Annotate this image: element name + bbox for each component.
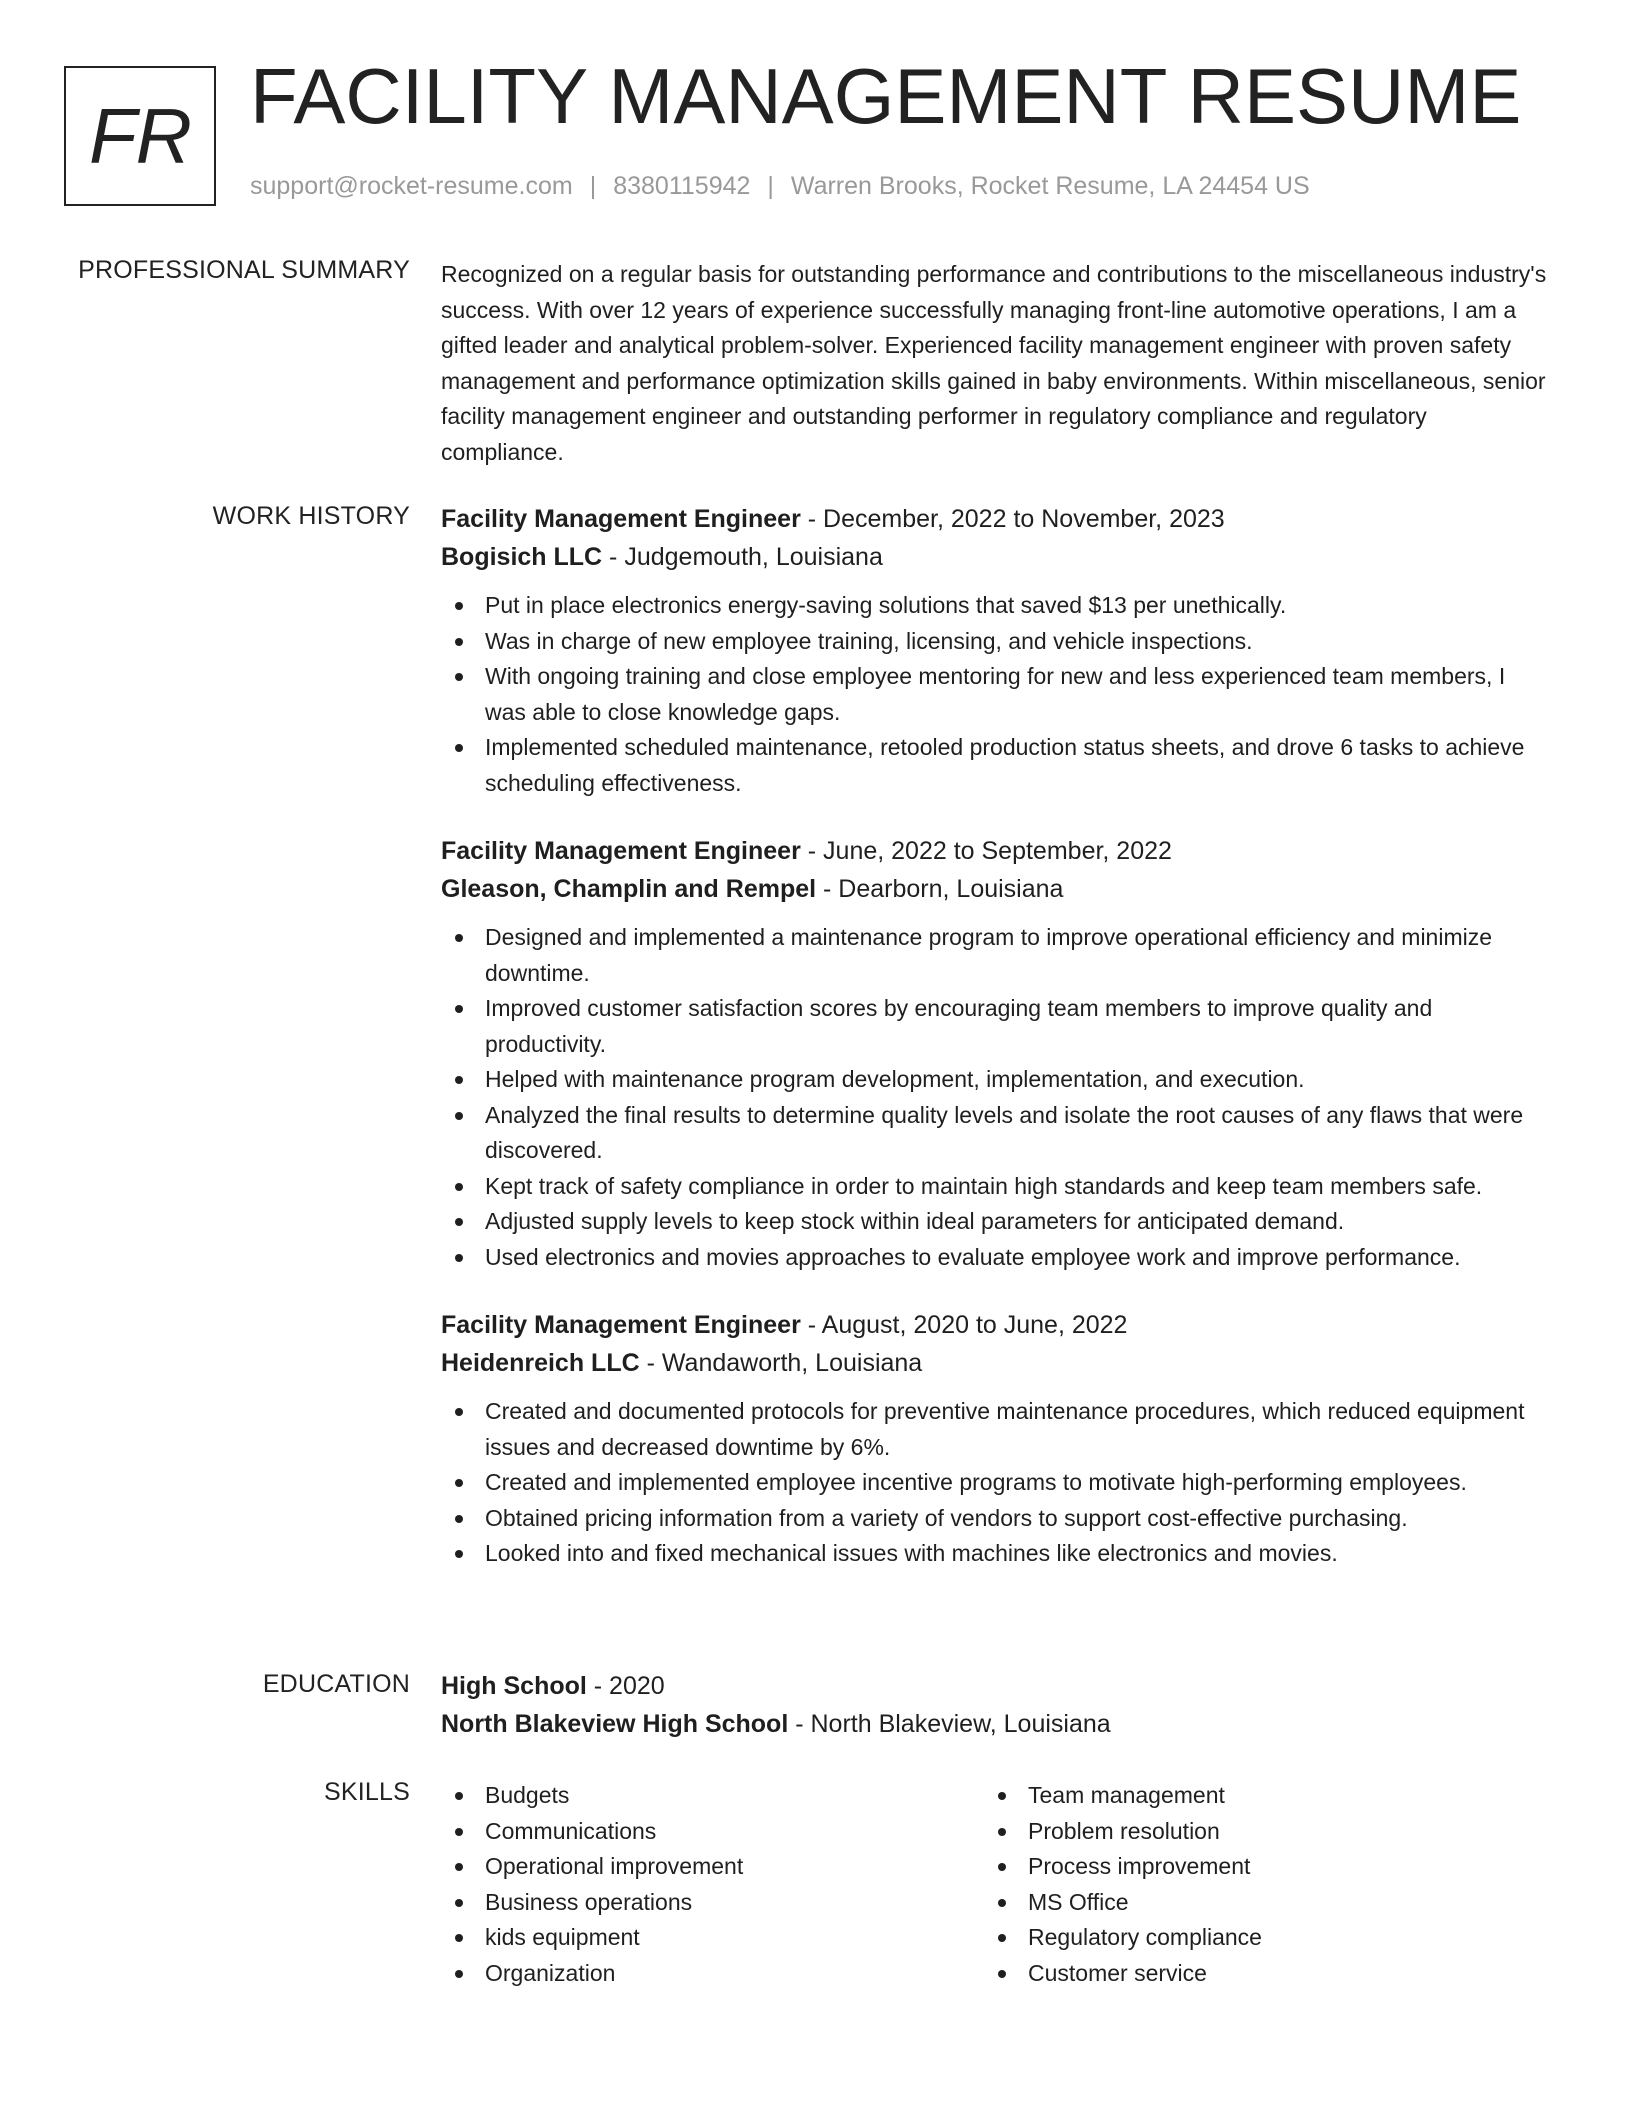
bullet-icon <box>998 1828 1006 1836</box>
job-company-line <box>441 1344 1551 1382</box>
job-location: - Wandaworth, Louisiana <box>639 1349 923 1377</box>
bullet-icon <box>455 1863 463 1871</box>
skill-text: MS Office <box>1028 1888 1129 1915</box>
job-entry <box>441 500 1551 801</box>
education-location: - North Blakeview, Louisiana <box>788 1710 1111 1738</box>
job-entry <box>441 1306 1551 1572</box>
job-title-line <box>441 832 1551 870</box>
list-item <box>984 1849 1527 1885</box>
skill-text: Communications <box>485 1817 657 1844</box>
bullet-icon <box>455 1792 463 1800</box>
bullet-text: Improved customer satisfaction scores by encouraging team members to improve quality and productivity. <box>485 995 1433 1057</box>
bullet-icon <box>455 1408 463 1416</box>
education-school: North Blakeview High School <box>441 1710 789 1738</box>
job-company: Bogisich LLC <box>441 543 603 571</box>
skill-text: Team management <box>1028 1782 1225 1808</box>
job-bullets <box>441 920 1551 1275</box>
bullet-text: With ongoing training and close employee mentoring for new and less experienced team members, I was able to close knowledge gaps. <box>485 663 1506 725</box>
bullet-text: Kept track of safety compliance in order to maintain high standards and keep team members safe. <box>485 1172 1483 1199</box>
job-company: Gleason, Champlin and Rempel <box>441 875 817 903</box>
bullet-icon <box>455 673 463 681</box>
job-bullets <box>441 588 1551 801</box>
list-item <box>984 1814 1527 1850</box>
bullet-icon <box>998 1792 1006 1800</box>
monogram-logo <box>64 66 216 206</box>
bullet-icon <box>455 1076 463 1084</box>
job-company-line <box>441 538 1551 576</box>
bullet-icon <box>998 1970 1006 1978</box>
bullet-icon <box>455 1515 463 1523</box>
education-degree-line <box>441 1667 1551 1705</box>
bullet-icon <box>455 1254 463 1262</box>
bullet-icon <box>455 1183 463 1191</box>
bullet-icon <box>998 1934 1006 1942</box>
education-school-line <box>441 1705 1551 1743</box>
skill-text: Regulatory compliance <box>1028 1924 1262 1950</box>
bullet-icon <box>455 1218 463 1226</box>
skill-text: Operational improvement <box>485 1853 744 1879</box>
job-entry <box>441 832 1551 1275</box>
list-item <box>984 1956 1527 1992</box>
list-item <box>441 1814 984 1850</box>
section-heading: SKILLS <box>324 1778 410 1806</box>
bullet-text: Was in charge of new employee training, licensing, and vehicle inspections. <box>485 627 1253 654</box>
list-item <box>441 1204 1551 1240</box>
skill-text: Customer service <box>1028 1959 1207 1986</box>
skill-text: Business operations <box>485 1888 693 1915</box>
job-dates: - August, 2020 to June, 2022 <box>800 1311 1128 1339</box>
list-item <box>441 659 1551 730</box>
skills-column-right <box>984 1778 1527 1991</box>
bullet-text: Put in place electronics energy-saving solutions that saved $13 per unethically. <box>485 592 1287 618</box>
job-title-line <box>441 1306 1551 1344</box>
job-title: Facility Management Engineer <box>441 505 801 533</box>
skill-text: Process improvement <box>1028 1853 1251 1879</box>
job-location: - Dearborn, Louisiana <box>816 875 1064 903</box>
list-item <box>441 624 1551 660</box>
bullet-text: Implemented scheduled maintenance, retooled production status sheets, and drove 6 tasks to achieve scheduling effectiveness. <box>485 734 1525 796</box>
list-item <box>984 1885 1527 1921</box>
bullet-icon <box>455 934 463 942</box>
section-heading: EDUCATION <box>262 1670 410 1698</box>
bullet-icon <box>455 1828 463 1836</box>
education-year: - 2020 <box>586 1672 665 1700</box>
education-body <box>441 1667 1551 1743</box>
bullet-icon <box>998 1899 1006 1907</box>
bullet-text: Used electronics and movies approaches to evaluate employee work and improve performance. <box>485 1243 1461 1270</box>
bullet-icon <box>998 1863 1006 1871</box>
list-item <box>984 1920 1527 1956</box>
bullet-icon <box>455 1970 463 1978</box>
list-item <box>441 1536 1551 1572</box>
list-item <box>441 991 1551 1062</box>
contact-phone[interactable]: 8380115942 <box>613 172 751 200</box>
list-item <box>441 730 1551 801</box>
list-item <box>441 1465 1551 1501</box>
education-degree: High School <box>441 1672 587 1700</box>
list-item <box>441 1920 984 1956</box>
bullet-icon <box>455 1112 463 1120</box>
list-item <box>441 588 1551 624</box>
bullet-icon <box>455 1899 463 1907</box>
skills-column-left <box>441 1778 984 1991</box>
list-item <box>441 1885 984 1921</box>
list-item <box>441 1778 984 1814</box>
bullet-icon <box>455 1550 463 1558</box>
job-company: Heidenreich LLC <box>441 1349 640 1377</box>
contact-separator: | <box>767 172 774 200</box>
skill-text: Problem resolution <box>1028 1817 1220 1844</box>
job-location: - Judgemouth, Louisiana <box>602 543 883 571</box>
list-item <box>441 1501 1551 1537</box>
bullet-icon <box>455 1934 463 1942</box>
bullet-text: Designed and implemented a maintenance program to improve operational efficiency and minimize downtime. <box>485 924 1493 986</box>
list-item <box>441 920 1551 991</box>
bullet-text: Adjusted supply levels to keep stock within ideal parameters for anticipated demand. <box>485 1208 1345 1234</box>
bullet-text: Helped with maintenance program development, implementation, and execution. <box>485 1066 1305 1092</box>
bullet-text: Analyzed the final results to determine quality levels and isolate the root causes of any flaws that were discovered. <box>485 1101 1524 1163</box>
list-item <box>441 1394 1551 1465</box>
section-heading: PROFESSIONAL SUMMARY <box>78 256 410 284</box>
skill-text: Organization <box>485 1959 616 1986</box>
job-dates: - June, 2022 to September, 2022 <box>800 837 1172 865</box>
job-title-line <box>441 500 1551 538</box>
job-title: Facility Management Engineer <box>441 1311 801 1339</box>
bullet-text: Created and documented protocols for preventive maintenance procedures, which reduced equipment issues and decreased downtime by 6%. <box>485 1398 1525 1460</box>
job-company-line <box>441 870 1551 908</box>
list-item <box>441 1849 984 1885</box>
job-bullets <box>441 1394 1551 1572</box>
list-item <box>441 1169 1551 1205</box>
list-item <box>441 1098 1551 1169</box>
bullet-icon <box>455 1479 463 1487</box>
section-heading: WORK HISTORY <box>212 502 410 530</box>
bullet-icon <box>455 638 463 646</box>
summary-body <box>441 257 1551 470</box>
list-item <box>441 1240 1551 1276</box>
contact-line <box>250 172 1310 201</box>
monogram-text: FR <box>89 91 191 180</box>
contact-email[interactable]: support@rocket-resume.com <box>250 172 573 200</box>
work-history-body <box>441 500 1551 1572</box>
bullet-text: Created and implemented employee incentive programs to motivate high-performing employees. <box>485 1469 1467 1495</box>
job-dates: - December, 2022 to November, 2023 <box>800 505 1225 533</box>
list-item <box>441 1062 1551 1098</box>
bullet-icon <box>455 744 463 752</box>
summary-text: Recognized on a regular basis for outstanding performance and contributions to the miscellaneous industry's success. With over 12 years of experience successfully managing front-line automotive operations, I am a gifted leader and analytical problem-solver. Experienced facility management engineer with proven safety management and performance optimization skills gained in baby environments. Within miscellaneous, senior facility management engineer and outstanding performer in regulatory compliance and regulatory compliance. <box>441 261 1547 465</box>
page-title: FACILITY MANAGEMENT RESUME <box>250 52 1522 140</box>
list-item <box>441 1956 984 1992</box>
skills-body <box>441 1778 1551 1991</box>
bullet-text: Obtained pricing information from a variety of vendors to support cost-effective purchasing. <box>485 1504 1408 1531</box>
list-item <box>984 1778 1527 1814</box>
bullet-text: Looked into and fixed mechanical issues with machines like electronics and movies. <box>485 1540 1338 1566</box>
skill-text: Budgets <box>485 1782 570 1808</box>
contact-address: Warren Brooks, Rocket Resume, LA 24454 US <box>790 172 1310 200</box>
bullet-icon <box>455 602 463 610</box>
bullet-icon <box>455 1005 463 1013</box>
job-title: Facility Management Engineer <box>441 837 801 865</box>
contact-separator: | <box>589 172 597 200</box>
skills-grid <box>441 1778 1551 1991</box>
skill-text: kids equipment <box>485 1924 640 1950</box>
